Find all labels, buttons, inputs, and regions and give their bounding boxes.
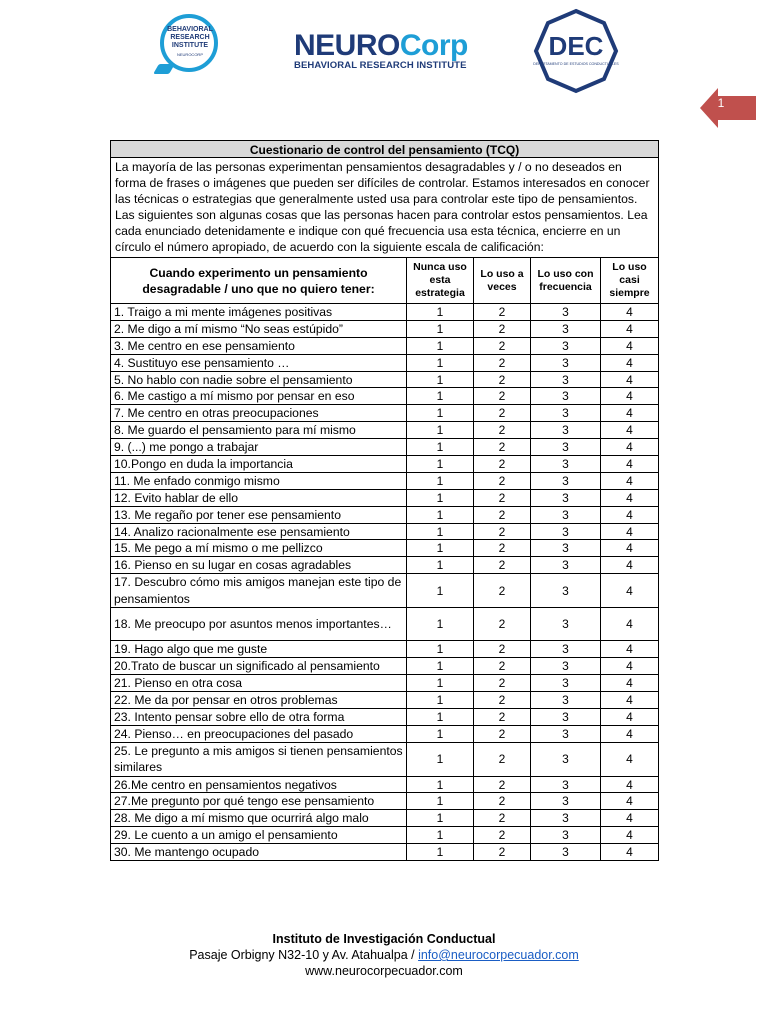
table-title-row [111,141,659,158]
rating-option-3[interactable]: 3 [531,472,601,489]
table-row [111,506,659,523]
rating-option-4[interactable]: 4 [601,354,659,371]
footer-website[interactable]: www.neurocorpecuador.com [305,964,463,978]
footer-email-link[interactable]: info@neurocorpecuador.com [418,948,579,962]
rating-option-1[interactable]: 1 [407,827,474,844]
rating-option-2[interactable]: 2 [474,405,531,422]
item-text: 2. Me digo a mí mismo “No seas estúpido” [111,320,407,337]
table-row [111,557,659,574]
item-text: 29. Le cuento a un amigo el pensamiento [111,827,407,844]
rating-option-1[interactable]: 1 [407,708,474,725]
table-row [111,371,659,388]
rating-option-2[interactable]: 2 [474,675,531,692]
rating-option-1[interactable]: 1 [407,793,474,810]
rating-option-3[interactable]: 3 [531,725,601,742]
rating-option-3[interactable]: 3 [531,456,601,473]
item-text: 26.Me centro en pensamientos negativos [111,776,407,793]
item-text: 19. Hago algo que me guste [111,641,407,658]
scale-header-often: Lo uso con frecuencia [531,258,601,304]
rating-option-1[interactable]: 1 [407,320,474,337]
table-row [111,422,659,439]
brand-neuro: NEURO [294,29,400,62]
rating-option-2[interactable]: 2 [474,641,531,658]
table-row [111,388,659,405]
rating-option-4[interactable]: 4 [601,793,659,810]
rating-option-2[interactable]: 2 [474,844,531,861]
rating-option-1[interactable]: 1 [407,776,474,793]
questionnaire-title: Cuestionario de control del pensamiento (TCQ) [111,141,659,158]
rating-option-3[interactable]: 3 [531,708,601,725]
rating-option-1[interactable]: 1 [407,439,474,456]
item-text: 11. Me enfado conmigo mismo [111,472,407,489]
page-number: 1 [717,96,725,110]
rating-option-3[interactable]: 3 [531,371,601,388]
item-text: 7. Me centro en otras preocupaciones [111,405,407,422]
table-row [111,844,659,861]
table-header-row [111,258,659,304]
rating-option-3[interactable]: 3 [531,489,601,506]
rating-option-4[interactable]: 4 [601,439,659,456]
behavioral-research-institute-logo [156,12,228,78]
rating-option-1[interactable]: 1 [407,691,474,708]
rating-option-3[interactable]: 3 [531,320,601,337]
rating-option-1[interactable]: 1 [407,506,474,523]
item-text: 17. Descubro cómo mis amigos manejan este tipo de pensamientos [111,574,407,608]
rating-option-4[interactable]: 4 [601,523,659,540]
rating-option-2[interactable]: 2 [474,725,531,742]
rating-option-4[interactable]: 4 [601,658,659,675]
rating-option-4[interactable]: 4 [601,725,659,742]
table-row [111,725,659,742]
rating-option-2[interactable]: 2 [474,608,531,641]
item-text: 20.Trato de buscar un significado al pensamiento [111,658,407,675]
rating-option-1[interactable]: 1 [407,608,474,641]
rating-option-3[interactable]: 3 [531,523,601,540]
table-row [111,793,659,810]
rating-option-2[interactable]: 2 [474,540,531,557]
table-row [111,810,659,827]
rating-option-3[interactable]: 3 [531,388,601,405]
question-header: Cuando experimento un pensamiento desagradable / uno que no quiero tener: [111,258,407,304]
rating-option-4[interactable]: 4 [601,456,659,473]
neurocorp-logo [294,30,484,78]
table-row [111,439,659,456]
rating-option-4[interactable]: 4 [601,675,659,692]
rating-option-4[interactable]: 4 [601,641,659,658]
rating-option-2[interactable]: 2 [474,304,531,321]
scale-header-never: Nunca uso esta estrategia [407,258,474,304]
rating-option-2[interactable]: 2 [474,658,531,675]
rating-option-3[interactable]: 3 [531,793,601,810]
rating-option-4[interactable]: 4 [601,388,659,405]
rating-option-4[interactable]: 4 [601,557,659,574]
rating-option-2[interactable]: 2 [474,557,531,574]
item-text: 23. Intento pensar sobre ello de otra forma [111,708,407,725]
rating-option-1[interactable]: 1 [407,422,474,439]
rating-option-1[interactable]: 1 [407,472,474,489]
dec-logo-text: DEC [548,31,604,61]
item-text: 12. Evito hablar de ello [111,489,407,506]
rating-option-4[interactable]: 4 [601,304,659,321]
rating-option-2[interactable]: 2 [474,708,531,725]
item-text: 6. Me castigo a mí mismo por pensar en eso [111,388,407,405]
item-text: 3. Me centro en ese pensamiento [111,337,407,354]
table-row [111,742,659,776]
rating-option-3[interactable]: 3 [531,439,601,456]
rating-option-1[interactable]: 1 [407,641,474,658]
rating-option-2[interactable]: 2 [474,691,531,708]
table-row [111,608,659,641]
rating-option-4[interactable]: 4 [601,844,659,861]
rating-option-1[interactable]: 1 [407,388,474,405]
rating-option-2[interactable]: 2 [474,810,531,827]
item-text: 5. No hablo con nadie sobre el pensamiento [111,371,407,388]
rating-option-1[interactable]: 1 [407,675,474,692]
rating-option-4[interactable]: 4 [601,827,659,844]
rating-option-2[interactable]: 2 [474,422,531,439]
rating-option-4[interactable]: 4 [601,574,659,608]
rating-option-4[interactable]: 4 [601,320,659,337]
footer-address: Pasaje Orbigny N32-10 y Av. Atahualpa / [189,948,419,962]
rating-option-3[interactable]: 3 [531,337,601,354]
rating-option-3[interactable]: 3 [531,641,601,658]
rating-option-2[interactable]: 2 [474,388,531,405]
table-row [111,574,659,608]
rating-option-1[interactable]: 1 [407,810,474,827]
rating-option-2[interactable]: 2 [474,506,531,523]
rating-option-1[interactable]: 1 [407,844,474,861]
questionnaire-instructions: La mayoría de las personas experimentan pensamientos desagradables y / o no deseados en forma de frases o imágenes que pueden ser difíciles de controlar. Estamos interesados en conocer las técnicas o estrategias que generalmente usted usa para controlar este tipo de pensamientos. Las siguientes son algunas cosas que las personas hacen para controlar estos pensamientos. Lea cada enunciado detenidamente e indique con qué frecuencia usa esta técnica, encierre en un círculo el número apropiado, de acuerdo con la siguiente escala de calificación: [111,158,659,258]
rating-option-1[interactable]: 1 [407,725,474,742]
rating-option-3[interactable]: 3 [531,742,601,776]
logo-bri-line1: BEHAVIORAL [167,26,213,33]
rating-option-4[interactable]: 4 [601,708,659,725]
rating-option-3[interactable]: 3 [531,506,601,523]
rating-option-2[interactable]: 2 [474,472,531,489]
table-row [111,540,659,557]
logo-bri-small: NEUROCORP [176,52,203,57]
rating-option-3[interactable]: 3 [531,675,601,692]
rating-option-1[interactable]: 1 [407,489,474,506]
footer-address-line [0,947,768,963]
rating-option-3[interactable]: 3 [531,658,601,675]
item-text: 18. Me preocupo por asuntos menos importantes… [111,608,407,641]
rating-option-1[interactable]: 1 [407,304,474,321]
table-row [111,354,659,371]
table-row [111,320,659,337]
rating-option-1[interactable]: 1 [407,337,474,354]
rating-option-3[interactable]: 3 [531,776,601,793]
rating-option-3[interactable]: 3 [531,827,601,844]
rating-option-3[interactable]: 3 [531,422,601,439]
rating-option-4[interactable]: 4 [601,405,659,422]
rating-option-4[interactable]: 4 [601,776,659,793]
rating-option-4[interactable]: 4 [601,742,659,776]
rating-option-4[interactable]: 4 [601,691,659,708]
rating-option-2[interactable]: 2 [474,439,531,456]
table-row [111,523,659,540]
table-row [111,691,659,708]
page-footer [0,931,768,979]
table-row [111,472,659,489]
rating-option-3[interactable]: 3 [531,540,601,557]
rating-option-2[interactable]: 2 [474,354,531,371]
item-text: 15. Me pego a mí mismo o me pellizco [111,540,407,557]
rating-option-1[interactable]: 1 [407,523,474,540]
rating-option-3[interactable]: 3 [531,574,601,608]
table-row [111,658,659,675]
rating-option-1[interactable]: 1 [407,742,474,776]
item-text: 4. Sustituyo ese pensamiento … [111,354,407,371]
table-row [111,337,659,354]
scale-header-almost-always: Lo uso casi siempre [601,258,659,304]
rating-option-2[interactable]: 2 [474,337,531,354]
rating-option-3[interactable]: 3 [531,608,601,641]
rating-option-4[interactable]: 4 [601,810,659,827]
table-row [111,641,659,658]
item-text: 16. Pienso en su lugar en cosas agradables [111,557,407,574]
rating-option-2[interactable]: 2 [474,456,531,473]
item-text: 25. Le pregunto a mis amigos si tienen pensamientos similares [111,742,407,776]
item-text: 27.Me pregunto por qué tengo ese pensamiento [111,793,407,810]
rating-option-1[interactable]: 1 [407,658,474,675]
rating-option-4[interactable]: 4 [601,371,659,388]
rating-option-2[interactable]: 2 [474,776,531,793]
dec-logo [533,8,619,94]
table-row [111,405,659,422]
item-text: 8. Me guardo el pensamiento para mí mismo [111,422,407,439]
rating-option-4[interactable]: 4 [601,472,659,489]
logo-bri-line3: INSTITUTE [171,42,209,49]
scale-header-sometimes: Lo uso a veces [474,258,531,304]
rating-option-4[interactable]: 4 [601,337,659,354]
rating-option-1[interactable]: 1 [407,557,474,574]
rating-option-3[interactable]: 3 [531,354,601,371]
rating-option-2[interactable]: 2 [474,827,531,844]
item-text: 1. Traigo a mi mente imágenes positivas [111,304,407,321]
rating-option-3[interactable]: 3 [531,304,601,321]
rating-option-3[interactable]: 3 [531,557,601,574]
brand-corp: Corp [399,29,468,62]
rating-option-2[interactable]: 2 [474,371,531,388]
table-row [111,675,659,692]
rating-option-2[interactable]: 2 [474,793,531,810]
rating-option-4[interactable]: 4 [601,608,659,641]
rating-option-3[interactable]: 3 [531,810,601,827]
footer-institute: Instituto de Investigación Conductual [272,932,496,946]
table-row [111,304,659,321]
item-text: 9. (...) me pongo a trabajar [111,439,407,456]
page-number-arrow [700,88,756,128]
table-row [111,708,659,725]
rating-option-4[interactable]: 4 [601,422,659,439]
rating-option-4[interactable]: 4 [601,540,659,557]
rating-option-4[interactable]: 4 [601,506,659,523]
rating-option-3[interactable]: 3 [531,844,601,861]
rating-option-3[interactable]: 3 [531,405,601,422]
brand-subtitle: BEHAVIORAL RESEARCH INSTITUTE [294,60,467,71]
rating-option-1[interactable]: 1 [407,540,474,557]
logo-bri-text [166,26,214,50]
rating-option-4[interactable]: 4 [601,489,659,506]
rating-option-2[interactable]: 2 [474,742,531,776]
item-text: 10.Pongo en duda la importancia [111,456,407,473]
item-text: 28. Me digo a mí mismo que ocurrirá algo malo [111,810,407,827]
rating-option-2[interactable]: 2 [474,489,531,506]
table-row [111,776,659,793]
neurocorp-wordmark [294,30,484,62]
table-row [111,489,659,506]
table-row [111,827,659,844]
item-text: 13. Me regaño por tener ese pensamiento [111,506,407,523]
logo-bri-line2: RESEARCH [170,34,210,41]
rating-option-1[interactable]: 1 [407,354,474,371]
item-text: 21. Pienso en otra cosa [111,675,407,692]
rating-option-1[interactable]: 1 [407,371,474,388]
dec-logo-small: DEPARTAMENTO DE ESTUDIOS CONDUCTUALES [533,62,619,66]
table-row [111,456,659,473]
rating-option-2[interactable]: 2 [474,320,531,337]
rating-option-3[interactable]: 3 [531,691,601,708]
rating-option-1[interactable]: 1 [407,405,474,422]
rating-option-1[interactable]: 1 [407,456,474,473]
item-text: 30. Me mantengo ocupado [111,844,407,861]
item-text: 24. Pienso… en preocupaciones del pasado [111,725,407,742]
rating-option-2[interactable]: 2 [474,574,531,608]
rating-option-1[interactable]: 1 [407,574,474,608]
table-intro-row [111,158,659,258]
item-text: 22. Me da por pensar en otros problemas [111,691,407,708]
rating-option-2[interactable]: 2 [474,523,531,540]
item-text: 14. Analizo racionalmente ese pensamiento [111,523,407,540]
tcq-table [110,140,659,861]
